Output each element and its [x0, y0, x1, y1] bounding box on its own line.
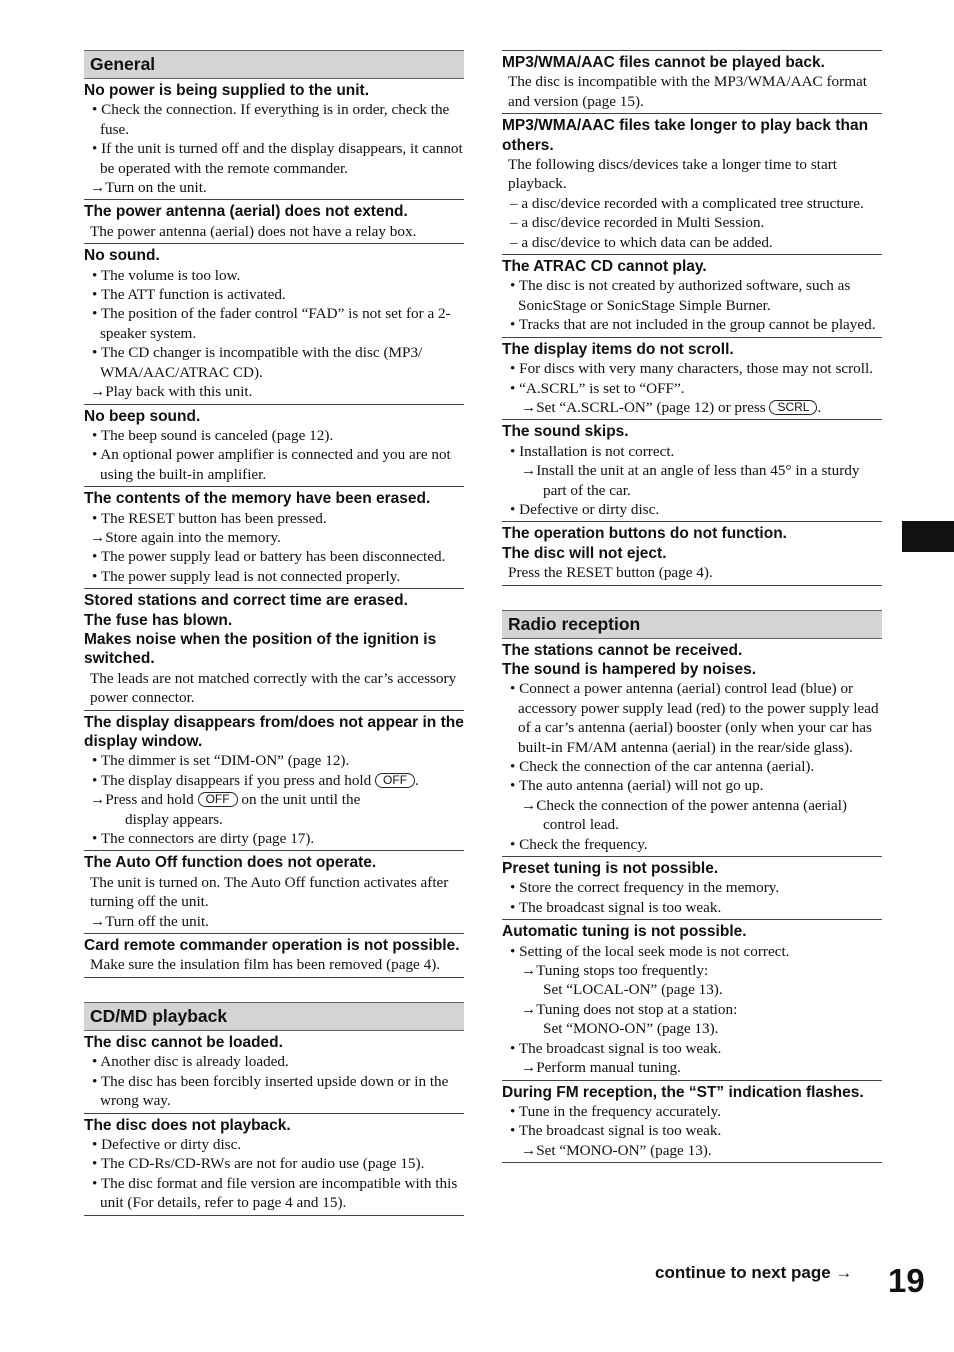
symptom: The fuse has blown. — [84, 611, 233, 629]
arrow-icon: → — [90, 179, 106, 197]
section-heading-general: General — [84, 50, 464, 79]
symptom: The stations cannot be received. — [502, 641, 743, 659]
cause: “A.SCRL” is set to “OFF”. — [519, 379, 685, 397]
arrow-icon: → — [521, 1000, 537, 1018]
remedy: Press and hold — [105, 791, 194, 809]
trouble-item: Preset tuning is not possible. • Store the correct frequency in the memory. • The broadcast signal is too weak. — [502, 857, 882, 920]
symptom: The Auto Off function does not operate. — [84, 854, 377, 872]
cause: If the unit is turned off and the display disappears, it cannot be operated with the remote commander. — [100, 140, 463, 177]
symptom: No sound. — [84, 247, 160, 265]
arrow-icon: → — [521, 796, 537, 814]
trouble-item: The display items do not scroll. • For discs with very many characters, those may not scroll. • “A.SCRL” is set to “OFF”. →Set “A.SCRL-ON” (page 12) or press SCRL . — [502, 338, 882, 421]
trouble-item: Automatic tuning is not possible. • Setting of the local seek mode is not correct. →Tuning stops too frequently: Set “LOCAL-ON” (page 13). →Tuning does not stop at a station: Set “MONO-ON” (page 13). • The broadcast signal is too weak. →Perform manual tuning. — [502, 920, 882, 1080]
arrow-icon: → — [521, 1059, 537, 1077]
cause: Store the correct frequency in the memory. — [519, 879, 780, 897]
cause: Check the connection. If everything is in order, check the fuse. — [100, 101, 450, 138]
cause: An optional power amplifier is connected and you are not using the built-in amplifier. — [100, 446, 451, 483]
remedy: Tuning does not stop at a station: — [536, 1000, 738, 1018]
remedy: Store again into the memory. — [105, 528, 281, 546]
cause: The power antenna (aerial) does not have a relay box. — [90, 222, 417, 240]
cause: The power supply lead is not connected properly. — [100, 567, 401, 585]
trouble-item — [84, 589, 464, 710]
trouble-item — [84, 851, 464, 934]
trouble-item: No power is being supplied to the unit. • Check the connection. If everything is in order, check the fuse. • If the unit is turned off and the display disappears, it cannot be operated with the remote commander. →Turn on the unit. — [84, 79, 464, 200]
page-number: 19 — [888, 1262, 925, 1299]
cause: – a disc/device to which data can be added. — [510, 233, 773, 251]
symptom: The operation buttons do not function. — [502, 525, 787, 543]
cause: The unit is turned on. The Auto Off function activates after turning off the unit. — [90, 873, 449, 911]
cause: The auto antenna (aerial) will not go up. — [518, 777, 764, 795]
cause: The position of the fader control “FAD” is not set for a 2-speaker system. — [100, 305, 451, 342]
symptom: The disc will not eject. — [502, 544, 667, 562]
cause: The broadcast signal is too weak. — [518, 898, 722, 916]
remedy: Check the connection of the power antenna (aerial) control lead. — [536, 796, 847, 834]
trouble-item: The contents of the memory have been erased. • The RESET button has been pressed. →Store again into the memory. • The power supply lead or battery has been disconnected. • The power supply lead is not connected properly. — [84, 487, 464, 589]
symptom: During FM reception, the “ST” indication flashes. — [502, 1083, 864, 1101]
remedy: Install the unit at an angle of less than 45° in a sturdy part of the car. — [536, 462, 860, 499]
cause: Installation is not correct. — [519, 442, 675, 460]
symptom: The ATRAC CD cannot play. — [502, 258, 707, 276]
cause: Defective or dirty disc. — [101, 1135, 242, 1153]
cause: The leads are not matched correctly with the car’s accessory power connector. — [90, 669, 457, 707]
right-column — [502, 50, 882, 1163]
trouble-item: The disc does not playback. • Defective or dirty disc. • The CD-Rs/CD-RWs are not for audio use (page 15). • The disc format and file version are incompatible with this unit (For details, refer to page 4 and 15). — [84, 1114, 464, 1216]
symptom: MP3/WMA/AAC files take longer to play back than others. — [502, 117, 869, 154]
symptom: The power antenna (aerial) does not extend. — [84, 203, 408, 221]
trouble-item — [502, 50, 882, 114]
cause: The CD-Rs/CD-RWs are not for audio use (page 15). — [100, 1155, 425, 1173]
trouble-item: No beep sound. • The beep sound is canceled (page 12). • An optional power amplifier is connected and you are not using the built-in amplifier. — [84, 405, 464, 488]
cause: For discs with very many characters, those may not scroll. — [519, 360, 873, 378]
remedy: Set “MONO-ON” (page 13). — [543, 1020, 719, 1038]
arrow-icon: → — [90, 912, 106, 930]
remedy: Set “LOCAL-ON” (page 13). — [543, 981, 723, 999]
remedy: display appears. — [125, 810, 223, 828]
cause: Setting of the local seek mode is not correct. — [519, 942, 790, 960]
cause: Connect a power antenna (aerial) control lead (blue) or accessory power supply lead (red) to the power supply lead of a car’s antenna (aerial) booster (only when your car has built-in FM/AM antenna (aerial) in the rear/side glass). — [518, 680, 879, 756]
arrow-icon: → — [521, 962, 537, 980]
cause: Check the frequency. — [519, 835, 648, 853]
off-button-label: OFF — [198, 792, 238, 807]
symptom: The disc cannot be loaded. — [84, 1033, 283, 1051]
remedy: Tuning stops too frequently: — [536, 962, 709, 980]
remedy: Play back with this unit. — [105, 383, 253, 401]
symptom: Stored stations and correct time are erased. — [84, 592, 408, 610]
symptom: The display items do not scroll. — [502, 340, 734, 358]
off-button-label: OFF — [375, 773, 415, 788]
cause: Make sure the insulation film has been removed (page 4). — [90, 956, 441, 974]
cause: The CD changer is incompatible with the disc (MP3/ WMA/AAC/ATRAC CD). — [100, 344, 423, 381]
cause: Another disc is already loaded. — [100, 1053, 289, 1071]
remedy: Press the RESET button (page 4). — [508, 564, 713, 582]
symptom: MP3/WMA/AAC files cannot be played back. — [502, 54, 825, 71]
cause: The power supply lead or battery has been disconnected. — [100, 548, 446, 566]
cause: The disc is not created by authorized software, such as SonicStage or SonicStage Simple Burner. — [518, 277, 851, 314]
symptom: Makes noise when the position of the ignition is switched. — [84, 630, 437, 668]
symptom: No beep sound. — [84, 407, 201, 425]
remedy: Turn off the unit. — [105, 912, 209, 930]
cause: The broadcast signal is too weak. — [518, 1122, 722, 1140]
cause: – a disc/device recorded with a complicated tree structure. — [510, 194, 864, 212]
cause: The RESET button has been pressed. — [100, 509, 327, 527]
cause: The ATT function is activated. — [100, 286, 286, 304]
symptom: The sound skips. — [502, 423, 629, 441]
cause: The beep sound is canceled (page 12). — [100, 426, 334, 444]
symptom: The display disappears from/does not appear in the display window. — [84, 713, 464, 750]
symptom: Automatic tuning is not possible. — [502, 923, 747, 941]
cause: The disc has been forcibly inserted upside down or in the wrong way. — [100, 1072, 449, 1110]
section-heading-radio-reception: Radio reception — [502, 610, 882, 639]
cause: The dimmer is set “DIM-ON” (page 12). — [100, 752, 350, 770]
cause: – a disc/device recorded in Multi Session. — [510, 214, 765, 232]
cause: The disc format and file version are incompatible with this unit (For details, refer to page 4 and 15). — [100, 1174, 458, 1212]
cause: Check the connection of the car antenna (aerial). — [519, 758, 815, 775]
cause: The broadcast signal is too weak. — [518, 1039, 722, 1057]
symptom: The disc does not playback. — [84, 1116, 291, 1134]
cause: The following discs/devices take a longer time to start playback. — [508, 156, 837, 193]
trouble-item — [84, 200, 464, 244]
symptom: Preset tuning is not possible. — [502, 860, 719, 878]
symptom: No power is being supplied to the unit. — [84, 82, 370, 99]
section-heading-cd-md-playback: CD/MD playback — [84, 1002, 464, 1031]
trouble-item: The display disappears from/does not appear in the display window. • The dimmer is set “DIM-ON” (page 12). • The display disappears if you press and hold OFF . →Press and hold OFF on the unit until the display appears. • The connectors are dirty (page 17). — [84, 711, 464, 852]
trouble-item — [84, 934, 464, 978]
trouble-item: The disc cannot be loaded. • Another disc is already loaded. • The disc has been forcibly inserted upside down or in the wrong way. — [84, 1031, 464, 1114]
continue-to-next-page: continue to next page → — [655, 1263, 853, 1282]
trouble-item: No sound. • The volume is too low. • The ATT function is activated. • The position of the fader control “FAD” is not set for a 2-speaker system. • The CD changer is incompatible with the disc (MP3/ WMA/AAC/ATRAC CD). →Play back with this unit. — [84, 244, 464, 404]
cause: Tracks that are not included in the group cannot be played. — [518, 316, 876, 334]
scrl-button-label: SCRL — [769, 400, 817, 415]
trouble-item — [502, 114, 882, 255]
cause: Defective or dirty disc. — [519, 500, 660, 518]
cause: Tune in the frequency accurately. — [518, 1102, 721, 1120]
section-tab-marker — [902, 521, 954, 552]
arrow-icon: → — [90, 383, 106, 401]
remedy: Set “A.SCRL-ON” (page 12) or press — [536, 398, 766, 416]
arrow-icon: → — [521, 1141, 537, 1159]
trouble-item: The ATRAC CD cannot play. • The disc is not created by authorized software, such as SonicStage or SonicStage Simple Burner. • Tracks that are not included in the group cannot be played. — [502, 255, 882, 338]
arrow-icon: → — [90, 791, 106, 809]
trouble-item: During FM reception, the “ST” indication flashes. • Tune in the frequency accurately. • The broadcast signal is too weak. →Set “MONO-ON” (page 13). — [502, 1081, 882, 1164]
remedy: on the unit until the — [241, 791, 361, 809]
remedy: Set “MONO-ON” (page 13). — [536, 1141, 712, 1159]
cause: The display disappears if you press and hold — [100, 771, 372, 789]
cause: The volume is too low. — [100, 266, 241, 284]
symptom: The sound is hampered by noises. — [502, 660, 757, 678]
remedy: Turn on the unit. — [105, 179, 207, 197]
cause: The connectors are dirty (page 17). — [100, 830, 315, 848]
symptom: The contents of the memory have been erased. — [84, 490, 431, 508]
cause: The disc is incompatible with the MP3/WMA/AAC format and version (page 15). — [508, 73, 867, 110]
trouble-item — [502, 522, 882, 585]
arrow-icon: → — [90, 528, 106, 546]
arrow-icon: → — [521, 462, 537, 480]
remedy: Perform manual tuning. — [536, 1059, 681, 1077]
left-column — [84, 50, 464, 1216]
trouble-item: The stations cannot be received. The sound is hampered by noises. • Connect a power antenna (aerial) control lead (blue) or accessory power supply lead (red) to the power supply lead of a car’s antenna (aerial) booster (only when your car has built-in FM/AM antenna (aerial) in the rear/side glass). • Check the connection of the car antenna (aerial). • The auto antenna (aerial) will not go up. →Check the connection of the power antenna (aerial) control lead. • Check the frequency. — [502, 639, 882, 857]
arrow-icon: → — [521, 398, 537, 416]
trouble-item: The sound skips. • Installation is not correct. →Install the unit at an angle of less than 45° in a sturdy part of the car. • Defective or dirty disc. — [502, 420, 882, 522]
symptom: Card remote commander operation is not possible. — [84, 937, 460, 955]
